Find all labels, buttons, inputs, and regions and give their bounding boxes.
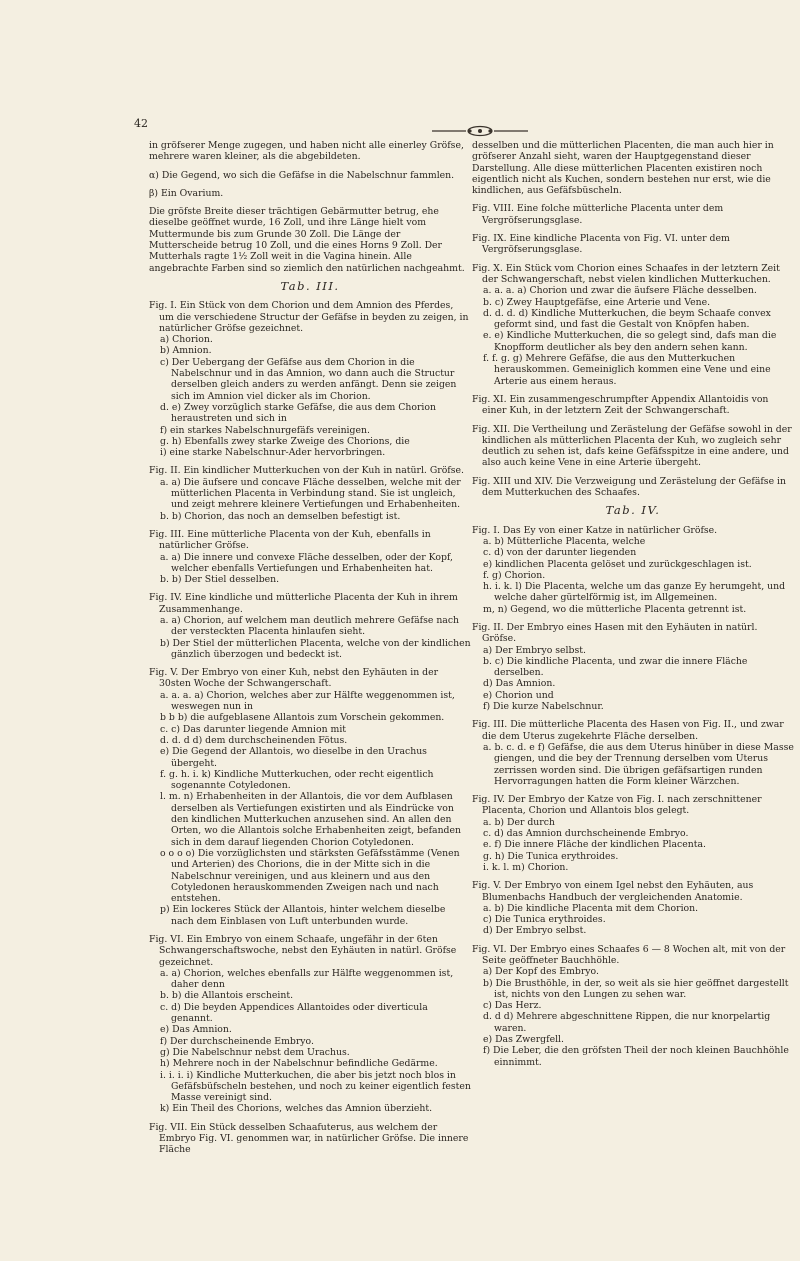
figure-title: Fig. II. Der Embryo eines Hasen mit den Eyhäuten in natürl. Gröfse. xyxy=(472,621,758,645)
figure-title: Fig. VI. Der Embryo eines Schaafes 6 — 8 Wochen alt, mit von der Seite geöffneter Bauchhöhle. xyxy=(472,943,786,966)
figure-label-item: i) eine starke Nabelschnur-Ader hervorbringen. xyxy=(160,447,386,459)
figure-label-item: e. f) Die innere Fläche der kindlichen Placenta. xyxy=(483,839,706,851)
figure-label-item: b b b) die aufgeblasene Allantois zum Vorschein gekommen. xyxy=(160,712,445,724)
figure-title: Fig. XII. Die Vertheilung und Zerästelung der Gefäfse sowohl in der kindlichen als mütterlichen Placenta der Kuh, wo zugleich sehr deutlich zu sehen ist, dafs keine Gefäfsspitze in eine andere, und also auch keine Vene in eine Arterie übergeht. xyxy=(472,423,792,469)
figure-label-item: c) Die Tunica erythroides. xyxy=(483,914,606,926)
figure-label-item: d) Der Embryo selbst. xyxy=(483,925,587,937)
intro-paragraph: Die gröfste Breite dieser trächtigen Gebärmutter betrug, ehe dieselbe geöffnet wurde, 16 Zoll, und ihre Länge hielt vom Muttermunde bis zum Grunde 30 Zoll. Die Länge der Mutterscheide betrug 10 Zoll, und die eines Horns 9 Zoll. Der Mutterhals ragte 1½ Zoll weit in die Vagina hinein. Alle angebrachte Farben sind so ziemlich den natürlichen nachgeahmt. xyxy=(149,206,465,274)
figure-label-item: e) Chorion und xyxy=(483,689,554,701)
figure-title: Fig. XIII und XIV. Die Verzweigung und Zerästelung der Gefäfse in dem Mutterkuchen des Schaafes. xyxy=(472,475,786,499)
figure-entry xyxy=(149,592,471,660)
tab4-figure-list xyxy=(472,525,794,1068)
figure-label-item: f) Die kurze Nabelschnur. xyxy=(483,701,604,713)
figure-label-item: e) Die Gegend der Allantois, wo dieselbe in den Urachus übergeht. xyxy=(160,746,427,769)
figure-label-item: h) Mehrere noch in der Nabelschnur befindliche Gedärme. xyxy=(160,1058,438,1070)
figure-title: Fig. V. Der Embryo von einer Kuh, nebst den Eyhäuten in der 30sten Woche der Schwangerschaft. xyxy=(149,667,439,690)
figure-label-item: a. b) Der durch xyxy=(483,816,555,828)
figure-title: Fig. VII. Ein Stück desselben Schaafuterus, aus welchem der Embryo Fig. VI. genommen war, in natürlicher Gröfse. Die innere Fläche xyxy=(149,1121,469,1156)
figure-label-item: f) ein starkes Nabelschnurgefäfs vereinigen. xyxy=(160,424,370,436)
figure-entry xyxy=(149,465,471,521)
figure-label-item: c) Das Herz. xyxy=(483,1000,542,1012)
figure-entry xyxy=(472,424,794,469)
left-column xyxy=(149,140,471,1163)
figure-label-item: a. a. a. a) Chorion und zwar die äufsere Fläche desselben. xyxy=(483,285,757,297)
figure-title: Fig. IX. Eine kindliche Placenta von Fig. VI. unter dem Vergröfserungsglase. xyxy=(472,233,730,256)
figure-entry xyxy=(472,525,794,615)
figure-label-item: a) Der Kopf des Embryo. xyxy=(483,966,599,978)
figure-label-item: l. m. n) Erhabenheiten in der Allantois, die vor dem Aufblasen derselben als Vertiefungen existirten und als Eindrücke von den kindlichen Mutterkuchen anzusehen sind. An allen den Orten, wo die Allantois solche Erhabenheiten zeigt, befanden sich in dem darauf liegenden Chorion Cotyledonen. xyxy=(160,791,461,848)
figure-title: Fig. XI. Ein zusammengeschrumpfter Appendix Allantoidis von einer Kuh, in der letztern Zeit der Schwangerschaft. xyxy=(472,393,769,417)
figure-label-item: f. g) Chorion. xyxy=(483,569,546,581)
figure-label-item: b. b) Der Stiel desselben. xyxy=(160,574,280,586)
figure-title: Fig. VIII. Eine folche mütterliche Placenta unter dem Vergröfserungsglase. xyxy=(472,203,724,226)
figure-label-item: b) Die Brusthöhle, in der, so weit als sie hier geöffnet dargestellt ist, nichts von den Lungen zu sehen war. xyxy=(483,977,789,1000)
figure-entry xyxy=(472,794,794,873)
figure-label-item: g) Die Nabelschnur nebst dem Urachus. xyxy=(160,1046,350,1058)
figure-entry xyxy=(472,944,794,1068)
page-number: 42 xyxy=(134,117,148,130)
figure-label-item: c. c) Das darunter liegende Amnion mit xyxy=(160,723,347,735)
tab3-figure-list xyxy=(149,300,471,1155)
figure-label-item: b. c) Die kindliche Placenta, und zwar die innere Fläche derselben. xyxy=(483,655,748,679)
figure-label-item: a. a) Chorion, auf welchem man deutlich mehrere Gefäfse nach der versteckten Placenta hinlaufen sieht. xyxy=(160,614,460,638)
left-intro xyxy=(149,140,471,274)
figure-entry xyxy=(149,529,471,585)
intro-paragraph: β) Ein Ovarium. xyxy=(149,187,224,199)
figure-label-item: b) Amnion. xyxy=(160,345,212,357)
figure-entry xyxy=(472,203,794,226)
figure-entry xyxy=(472,622,794,712)
figure-title: Fig. I. Ein Stück von dem Chorion und dem Amnion des Pferdes, um die verschiedene Structur der Gefäfse in beyden zu zeigen, in natürlicher Gröfse gezeichnet. xyxy=(149,300,469,334)
figure-entry xyxy=(149,1122,471,1156)
figure-label-item: a. b. c. d. e f) Gefäfse, die aus dem Uterus hinüber in diese Masse giengen, und die bey der Trennung derselben vom Uterus zerrissen worden sind. Die übrigen gefäfsartigen runden Hervorragungen hatten die Form kleiner Wärzchen. xyxy=(483,741,794,787)
figure-label-item: o o o o) Die vorzüglichsten und stärksten Gefäfsstämme (Venen und Arterien) des Chorions, die in der Mitte sich in die Nabelschnur vereinigen, und aus kleinern und aus den Cotyledonen herauskommenden Zweigen nach und nach entstehen. xyxy=(160,847,460,905)
figure-label-item: a. b) Die kindliche Placenta mit dem Chorion. xyxy=(483,902,699,914)
figure-title: Fig. V. Der Embryo von einem Igel nebst den Eyhäuten, aus Blumenbachs Handbuch der vergleichenden Anatomie. xyxy=(472,880,754,903)
figure-label-item: c) Der Uebergang der Gefäfse aus dem Chorion in die Nabelschnur und in das Amnion, wo dann auch die Structur derselben gleich anders zu werden anfängt. Denn sie zeigen sich im Amnion viel dicker als im Chorion. xyxy=(160,356,457,402)
right-column xyxy=(472,140,794,1075)
figure-label-item: h. i. k. l) Die Placenta, welche um das ganze Ey herumgeht, und welche daher gürtelförmig ist, im Allgemeinen. xyxy=(483,581,786,604)
figure-entry xyxy=(149,300,471,458)
figure-label-item: d) Das Amnion. xyxy=(483,678,556,690)
figure-label-item: e) Das Amnion. xyxy=(160,1024,232,1036)
header-ornament xyxy=(430,124,530,138)
figure-label-item: f. g. h. i. k) Kindliche Mutterkuchen, oder recht eigentlich sogenannte Cotyledonen. xyxy=(160,768,434,792)
figure-entry xyxy=(472,394,794,417)
figure-label-item: k) Ein Theil des Chorions, welches das Amnion überzieht. xyxy=(160,1103,433,1115)
figure-label-item: d. d. d. d) Kindliche Mutterkuchen, die beym Schaafe convex geformt sind, und fast die Gestalt von Knöpfen haben. xyxy=(483,307,771,331)
intro-paragraph: in gröfserer Menge zugegen, und haben nicht alle einerley Gröfse, mehrere waren kleiner, als die abgebildeten. xyxy=(149,140,464,163)
figure-label-item: a. a. a. a) Chorion, welches aber zur Hälfte weggenommen ist, weswegen nun in xyxy=(160,689,455,713)
figure-label-item: f. f. g. g) Mehrere Gefäfse, die aus den Mutterkuchen herauskommen. Gemeiniglich kommen eine Vene und eine Arterie aus einem heraus. xyxy=(483,353,771,387)
figure-label-item: a) Chorion. xyxy=(160,334,213,346)
figure-entry xyxy=(472,476,794,499)
figure-entry xyxy=(472,233,794,256)
figure-label-item: d. d d) Mehrere abgeschnittene Rippen, die nur knorpelartig waren. xyxy=(483,1011,771,1034)
figure-label-item: b) Der Stiel der mütterlichen Placenta, welche von der kindlichen gänzlich überzogen und bedeckt ist. xyxy=(160,637,471,660)
figure-label-item: e. e) Kindliche Mutterkuchen, die so gelegt sind, dafs man die Knopfform deutlicher als bey den andern sehen kann. xyxy=(483,330,777,353)
figure-title: Fig. III. Eine mütterliche Placenta von der Kuh, ebenfalls in natürlicher Gröfse. xyxy=(149,528,431,552)
figure-title: Fig. II. Ein kindlicher Mutterkuchen von der Kuh in natürl. Gröfse. xyxy=(149,465,464,477)
figure-title: Fig. X. Ein Stück vom Chorion eines Schaafes in der letztern Zeit der Schwangerschaft, nebst vielen kindlichen Mutterkuchen. xyxy=(472,262,780,285)
figure-label-item: a. a) Die innere und convexe Fläche desselben, oder der Kopf, welcher ebenfalls Vertiefungen und Erhabenheiten hat. xyxy=(160,551,453,574)
figure-label-item: c. d) von der darunter liegenden xyxy=(483,547,637,559)
figure-title: Fig. IV. Der Embryo der Katze von Fig. I. nach zerschnittener Placenta, Chorion und Allantois blos gelegt. xyxy=(472,794,762,817)
intro-paragraph: α) Die Gegend, wo sich die Gefäfse in die Nabelschnur fammlen. xyxy=(149,169,455,181)
figure-label-item: b. c) Zwey Hauptgefäfse, eine Arterie und Vene. xyxy=(483,296,711,308)
figure-label-item: p) Ein lockeres Stück der Allantois, hinter welchem dieselbe nach dem Einblasen von Luft unterbunden wurde. xyxy=(160,904,446,927)
tab3-heading: Tab. III. xyxy=(280,278,340,293)
intro-paragraph: desselben und die mütterlichen Placenten, die man auch hier in gröfserer Anzahl sieht, waren der Hauptgegenstand dieser Darstellung. Alle diese mütterlichen Placenten existiren noch eigentlich nicht als Kuchen, sondern bestehen nur erst, wie die kindlichen, aus Gefäfsbüscheln. xyxy=(472,140,774,197)
figure-label-item: f) Die Leber, die den gröfsten Theil der noch kleinen Bauchhöhle einnimmt. xyxy=(483,1045,789,1068)
figure-label-item: b. b) die Allantois erscheint. xyxy=(160,990,294,1002)
figure-label-item: f) Der durchscheinende Embryo. xyxy=(160,1035,314,1047)
figure-title: Fig. IV. Eine kindliche und mütterliche Placenta der Kuh in ihrem Zusammenhange. xyxy=(149,592,458,615)
figure-label-item: a. a) Die äufsere und concave Fläche desselben, welche mit der mütterlichen Placenta in Verbindung stand. Sie ist ungleich, und zeigt mehrere kleinere Vertiefungen und Erhabenheiten. xyxy=(160,476,461,511)
figure-label-item: g. h) Ebenfalls zwey starke Zweige des Chorions, die xyxy=(160,435,410,447)
figure-title: Fig. VI. Ein Embryo von einem Schaafe, ungefähr in der 6ten Schwangerschaftswoche, nebst den Eyhäuten in natürl. Gröfse gezeichnet. xyxy=(149,934,457,968)
figure-entry xyxy=(472,719,794,787)
tab4-heading: Tab. IV. xyxy=(605,503,661,518)
figure-entry xyxy=(472,263,794,387)
tab3-figure-list-continued xyxy=(472,203,794,498)
figure-title: Fig. I. Das Ey von einer Katze in natürlicher Gröfse. xyxy=(472,524,718,536)
figure-label-item: m, n) Gegend, wo die mütterliche Placenta getrennt ist. xyxy=(483,603,747,615)
figure-entry xyxy=(149,667,471,927)
figure-label-item: i. k. l. m) Chorion. xyxy=(483,861,569,873)
figure-label-item: d. d. d d) dem durchscheinenden Fötus. xyxy=(160,734,348,746)
figure-title: Fig. III. Die mütterliche Placenta des Hasen von Fig. II., und zwar die dem Uterus zugekehrte Fläche derselben. xyxy=(472,719,784,742)
figure-label-item: a) Der Embryo selbst. xyxy=(483,644,586,656)
figure-label-item: e) Das Zwergfell. xyxy=(483,1034,564,1046)
figure-label-item: g. h) Die Tunica erythroides. xyxy=(483,850,619,862)
figure-label-item: c. d) Die beyden Appendices Allantoides oder diverticula genannt. xyxy=(160,1001,428,1025)
figure-label-item: d. e) Zwey vorzüglich starke Gefäfse, die aus dem Chorion heraustreten und sich in xyxy=(160,401,436,425)
figure-entry xyxy=(472,880,794,936)
figure-label-item: a. b) Mütterliche Placenta, welche xyxy=(483,535,646,547)
figure-entry xyxy=(149,934,471,1115)
figure-label-item: c. d) das Amnion durchscheinende Embryo. xyxy=(483,828,689,840)
figure-label-item: i. i. i. i) Kindliche Mutterkuchen, die aber bis jetzt noch blos in Gefäfsbüfscheln bestehen, und noch zu keiner eigentlich festen Masse vereinigt sind. xyxy=(160,1069,471,1104)
figure-label-item: b. b) Chorion, das noch an demselben befestigt ist. xyxy=(160,510,401,522)
figure-label-item: e) kindlichen Placenta gelöset und zurückgeschlagen ist. xyxy=(483,558,752,570)
figure-label-item: a. a) Chorion, welches ebenfalls zur Hälfte weggenommen ist, daher denn xyxy=(160,967,454,991)
